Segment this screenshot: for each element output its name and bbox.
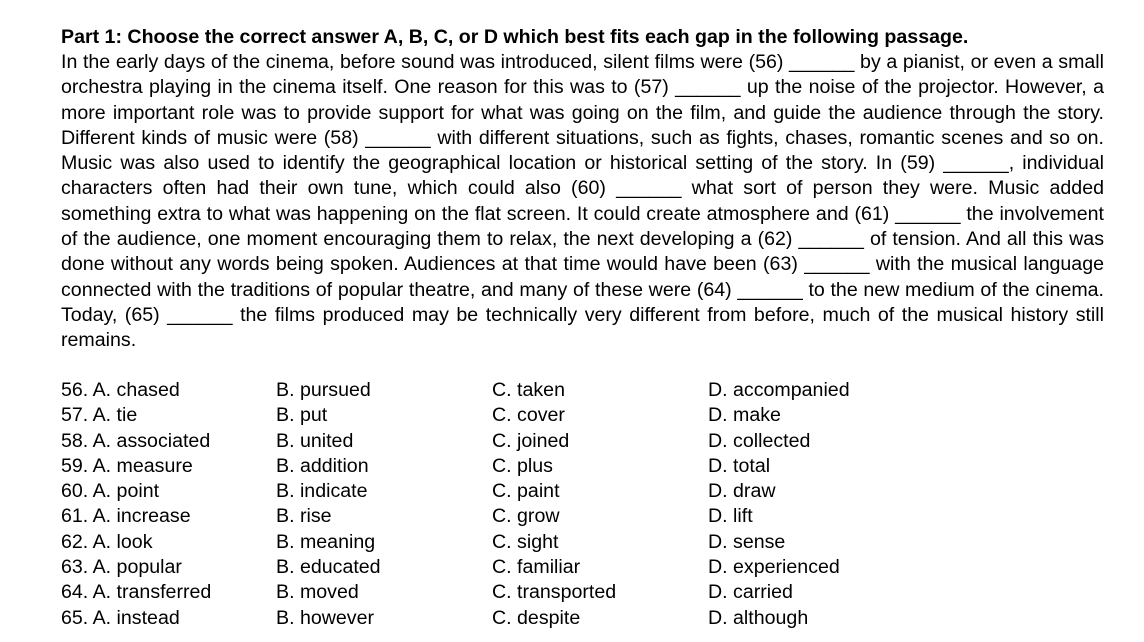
section-title: Part 1: Choose the correct answer A, B, C, or D which best fits each gap in the following passage. [61, 26, 969, 48]
question-row [61, 378, 1008, 403]
option-d: D. sense [708, 530, 786, 553]
option-b: B. educated [276, 556, 381, 579]
option-d: D. collected [708, 429, 811, 452]
option-d: D. total [708, 454, 771, 477]
question-row [61, 454, 1008, 479]
option-c: C. grow [492, 505, 560, 528]
option-c: C. paint [492, 480, 560, 503]
option-b: B. rise [276, 505, 332, 528]
option-a: 58. A. associated [61, 429, 211, 452]
option-a: 61. A. increase [61, 505, 191, 528]
option-a: 60. A. point [61, 480, 160, 503]
option-d: D. lift [708, 505, 753, 528]
question-row [61, 606, 1008, 631]
option-b: B. united [276, 429, 354, 452]
option-c: C. despite [492, 606, 581, 629]
option-c: C. taken [492, 379, 565, 401]
option-a: 64. A. transferred [61, 581, 212, 604]
option-d: D. although [708, 606, 809, 629]
answer-options [61, 378, 1008, 631]
option-b: B. put [276, 404, 328, 427]
option-d: D. carried [708, 581, 793, 604]
option-b: B. moved [276, 581, 359, 604]
option-c: C. sight [492, 530, 559, 553]
option-c: C. plus [492, 454, 553, 477]
option-a: 65. A. instead [61, 606, 180, 629]
option-a: 56. A. chased [61, 379, 180, 401]
option-b: B. pursued [276, 379, 371, 401]
option-b: B. indicate [276, 480, 368, 503]
option-d: D. make [708, 404, 781, 427]
question-row [61, 504, 1008, 529]
option-a: 59. A. measure [61, 454, 193, 477]
option-c: C. transported [492, 581, 617, 604]
reading-passage: In the early days of the cinema, before sound was introduced, silent films were (56) ______ by a pianist, or even a small orchestra playing in the cinema itself. One reason for this was to (57) ______ up the noise of the projector. However, a more important role was to provide support for what was going on the film, and guide the audience through the story. Different kinds of music were (58) ______ with different situations, such as fights, chases, romantic scenes and so on. Music was also used to identify the geographical location or historical setting of the story. In (59) ______, individual characters often had their own tune, which could also (60) ______ what sort of person they were. Music added something extra to what was happening on the flat screen. It could create atmosphere and (61) ______ the involvement of the audience, one moment encouraging them to relax, the next developing a (62) ______ of tension. And all this was done without any words being spoken. Audiences at that time would have been (63) ______ with the musical language connected with the traditions of popular theatre, and many of these were (64) ______ to the new medium of the cinema. Today, (65) ______ the films produced may be technically very different from before, much of the musical history still remains. [61, 51, 1104, 352]
question-row [61, 530, 1008, 555]
option-b: B. addition [276, 454, 369, 477]
option-a: 63. A. popular [61, 556, 182, 579]
question-row [61, 580, 1008, 605]
option-a: 62. A. look [61, 530, 153, 553]
option-c: C. familiar [492, 556, 581, 579]
option-a: 57. A. tie [61, 404, 138, 427]
option-c: C. cover [492, 404, 565, 427]
question-row [61, 403, 1008, 428]
option-b: B. meaning [276, 530, 376, 553]
question-row [61, 555, 1008, 580]
option-c: C. joined [492, 429, 570, 452]
option-b: B. however [276, 606, 375, 629]
option-d: D. draw [708, 480, 776, 503]
option-d: D. accompanied [708, 379, 850, 401]
option-d: D. experienced [708, 556, 840, 579]
question-row [61, 479, 1008, 504]
question-row [61, 429, 1008, 454]
